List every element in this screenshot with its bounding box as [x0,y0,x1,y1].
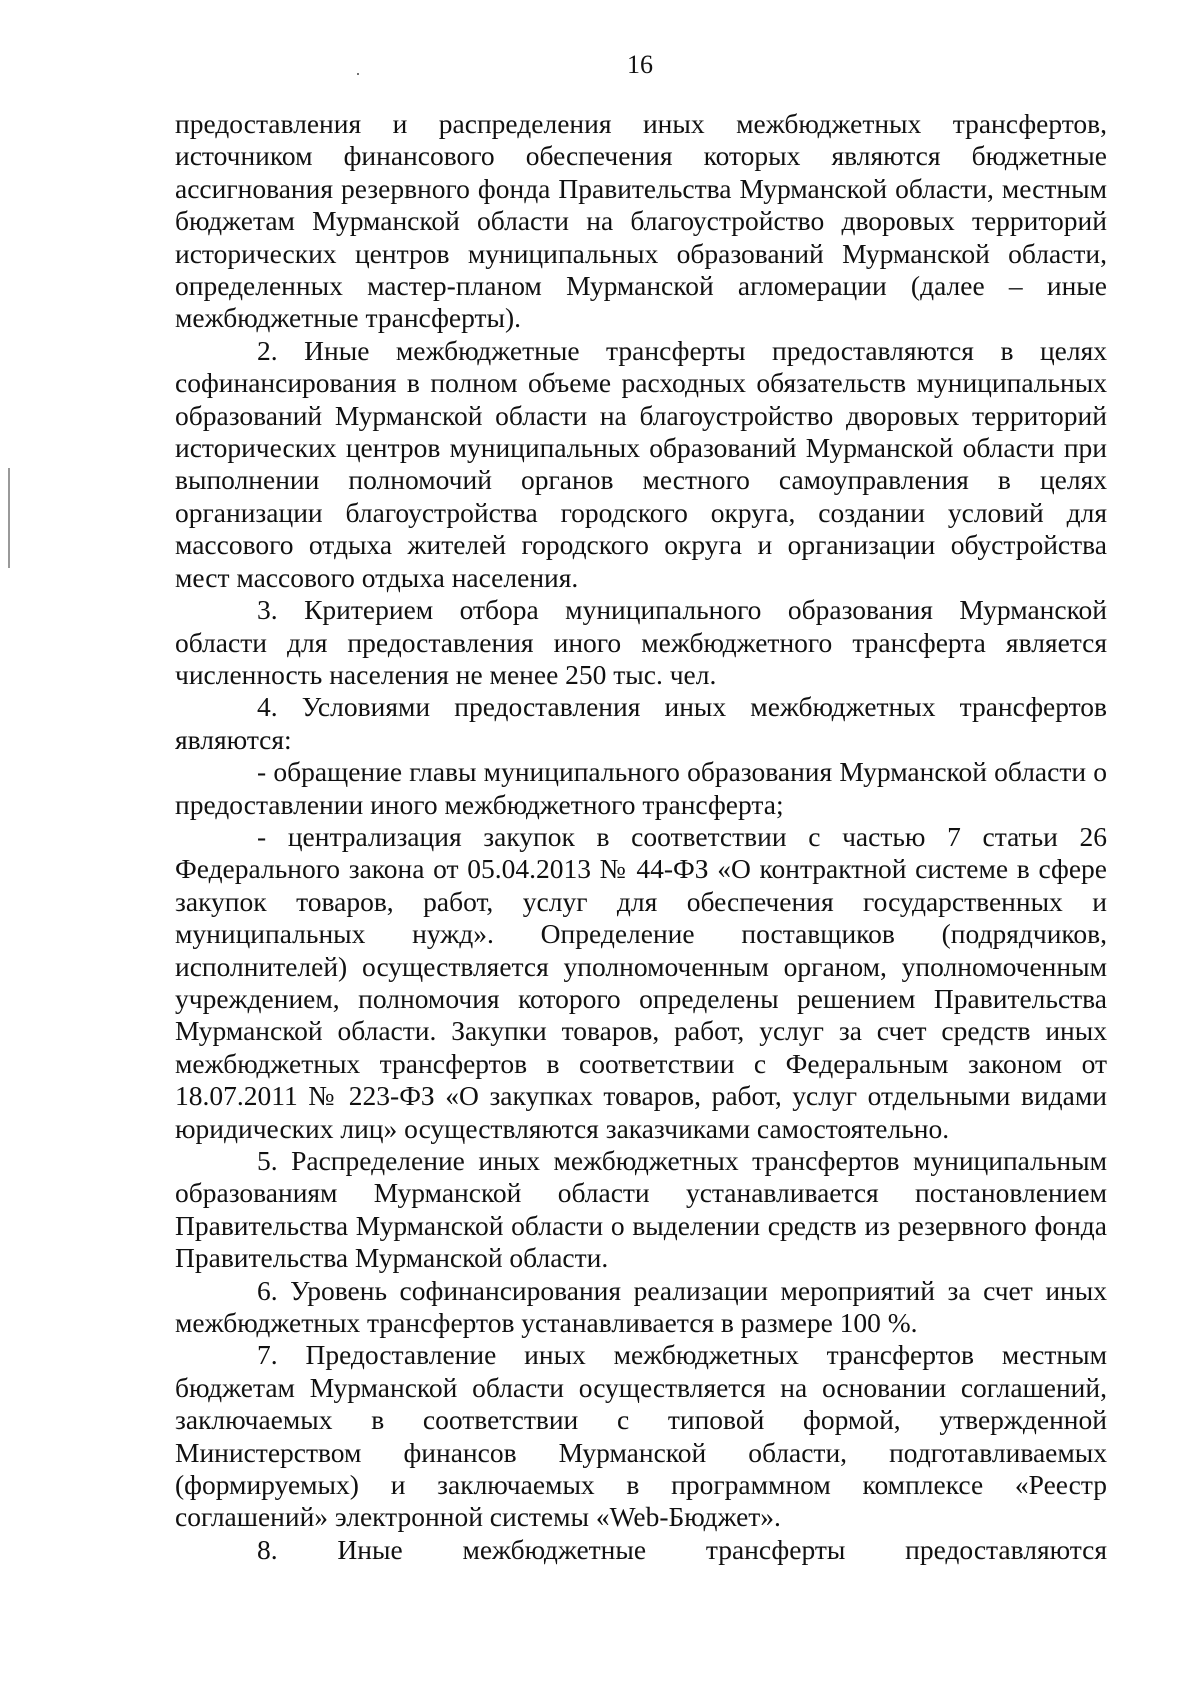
document-body [175,108,1107,1566]
paragraph-item-4-bullet-2: - централизация закупок в соответствии с частью 7 статьи 26 Федерального закона от 05.04.2013 № 44-ФЗ «О контрактной системе в сфере закупок товаров, работ, услуг для обеспечения государственных и муниципальных нужд». Определение поставщиков (подрядчиков, исполнителей) осуществляется уполномоченным органом, уполномоченным учреждением, полномочия которого определены решением Правительства Мурманской области. Закупки товаров, работ, услуг за счет средств иных межбюджетных трансфертов в соответствии с Федеральным законом от 18.07.2011 № 223-ФЗ «О закупках товаров, работ, услуг отдельными видами юридических лиц» осуществляются заказчиками самостоятельно. [175,820,1107,1144]
paragraph-intro-continuation: предоставления и распределения иных межбюджетных трансфертов, источником финансового обеспечения которых являются бюджетные ассигнования резервного фонда Правительства Мурманской области, местным бюджетам Мурманской области на благоустройство дворовых территорий исторических центров муниципальных образований Мурманской области, определенных мастер-планом Мурманской агломерации (далее – иные межбюджетные трансферты). [175,108,1107,334]
paragraph-item-4: 4. Условиями предоставления иных межбюджетных трансфертов являются: [175,691,1107,755]
paragraph-item-3: 3. Критерием отбора муниципального образования Мурманской области для предоставления иного межбюджетного трансферта является численность населения не менее 250 тыс. чел. [175,594,1107,690]
paragraph-item-7: 7. Предоставление иных межбюджетных трансфертов местным бюджетам Мурманской области осуществляется на основании соглашений, заключаемых в соответствии с типовой формой, утвержденной Министерством финансов Мурманской области, подготавливаемых (формируемых) и заключаемых в программном комплексе «Реестр соглашений» электронной системы «Web-Бюджет». [175,1339,1107,1533]
paragraph-item-6: 6. Уровень софинансирования реализации мероприятий за счет иных межбюджетных трансфертов устанавливается в размере 100 %. [175,1274,1107,1339]
paragraph-item-2: 2. Иные межбюджетные трансферты предоставляются в целях софинансирования в полном объеме расходных обязательств муниципальных образований Мурманской области на благоустройство дворовых территорий исторических центров муниципальных образований Мурманской области при выполнении полномочий органов местного самоуправления в целях организации благоустройства городского округа, создании условий для массового отдыха жителей городского округа и организации обустройства мест массового отдыха населения. [175,334,1107,593]
scan-margin-mark [8,468,10,568]
paragraph-item-8: 8. Иные межбюджетные трансферты предоставляются [257,1533,1107,1565]
paragraph-item-5: 5. Распределение иных межбюджетных трансфертов муниципальным образованиям Мурманской области устанавливается постановлением Правительства Мурманской области о выделении средств из резервного фонда Правительства Мурманской области. [175,1145,1107,1274]
page-number: 16 [627,50,653,79]
paragraph-item-4-bullet-1: - обращение главы муниципального образования Мурманской области о предоставлении иного межбюджетного трансферта; [175,756,1107,820]
